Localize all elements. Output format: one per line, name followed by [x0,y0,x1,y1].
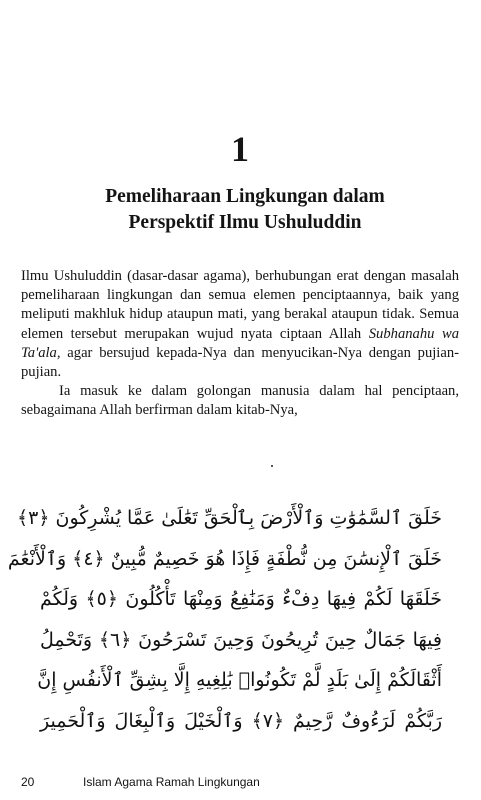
page-footer [21,775,260,789]
verse-line-5: أَثْقَالَكُمْ إِلَىٰ بَلَدٍ لَّمْ تَكُونُوا۟ بَٰلِغِيهِ إِلَّا بِشِقِّ ٱلْأَنفُسِ إِنَّ [37,669,442,691]
verse-line-3: خَلَقَهَا لَكُمْ فِيهَا دِفْءٌ وَمَنَٰفِعُ وَمِنْهَا تَأْكُلُونَ ﴿٥﴾ وَلَكُمْ [40,588,442,610]
verse-line-1: خَلَقَ ٱلسَّمَٰوَٰتِ وَٱلْأَرْضَ بِٱلْحَقِّ تَعَٰلَىٰ عَمَّا يُشْرِكُونَ ﴿٣﴾ [16,507,442,529]
paragraph-1-text-a: Ilmu Ushuluddin (dasar-dasar agama), berhubungan erat dengan masalah pemeliharaan lingkungan dan semua elemen penciptaannya, baik yang meliputi makhluk hidup ataupun mati, yang berakal ataupun tidak. Semua elemen tersebut merupakan wujud nyata ciptaan Allah [21,268,459,342]
print-speck [271,465,273,467]
running-title: Islam Agama Ramah Lingkungan [83,775,260,789]
verse-line-4: فِيهَا جَمَالٌ حِينَ تُرِيحُونَ وَحِينَ تَسْرَحُونَ ﴿٦﴾ وَتَحْمِلُ [40,628,442,651]
page-number: 20 [21,775,35,789]
paragraph-2: Ia masuk ke dalam golongan manusia dalam hal penciptaan, sebagaimana Allah berfirman dalam kitab-Nya, [21,383,459,419]
verse-line-6: رَبَّكُمْ لَرَءُوفٌ رَّحِيمٌ ﴿٧﴾ وَٱلْخَيْلَ وَٱلْبِغَالَ وَٱلْحَمِيرَ [40,709,442,732]
quran-verse [7,498,442,741]
paragraph-1-text-b: agar bersujud kepada-Nya dan menyucikan-Nya dengan pujian-pujian. [21,344,459,381]
chapter-number: 1 [231,129,250,169]
chapter-title-line-1: Pemeliharaan Lingkungan dalam [105,186,385,207]
paragraph-1 [21,267,459,382]
paragraph-1-italic: Subhanahu wa Ta'ala, [21,325,459,361]
chapter-title-line-2: Perspektif Ilmu Ushuluddin [128,212,362,233]
chapter-title [80,184,410,236]
verse-line-2: خَلَقَ ٱلْإِنسَٰنَ مِن نُّطْفَةٍ فَإِذَا هُوَ خَصِيمٌ مُّبِينٌ ﴿٤﴾ وَٱلْأَنْعَٰمَ [7,547,442,570]
body-text [21,267,459,421]
